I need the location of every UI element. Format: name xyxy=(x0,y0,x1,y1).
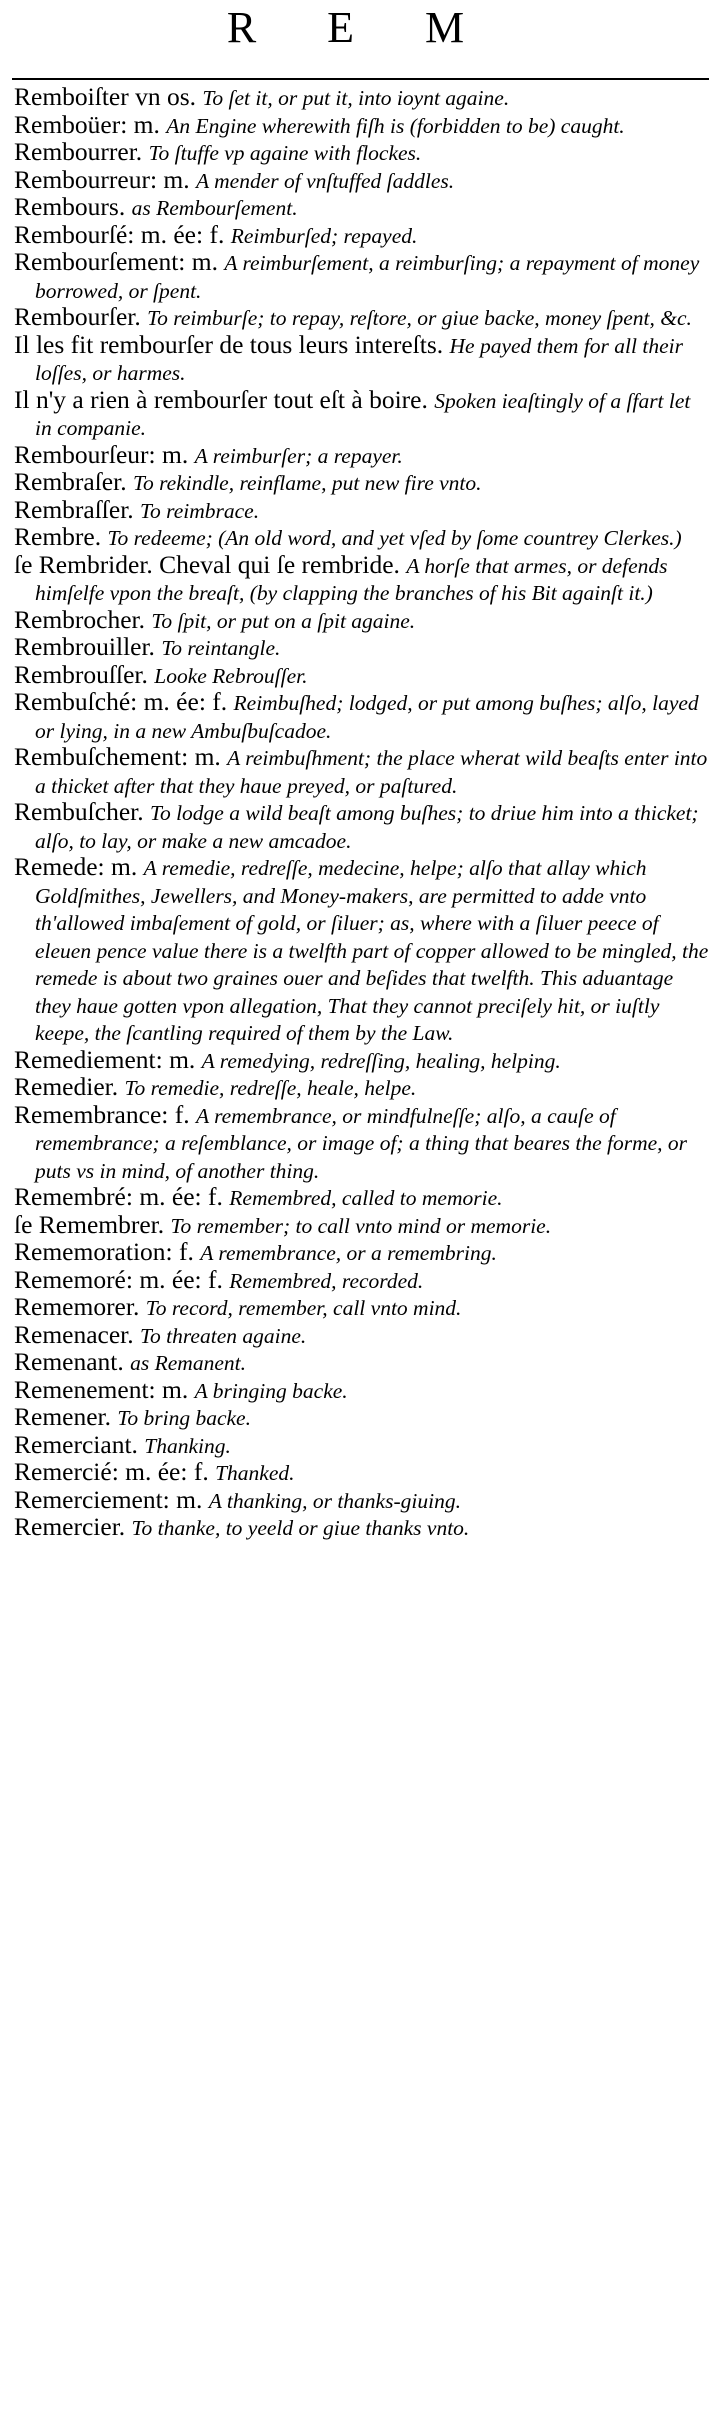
header-rule xyxy=(12,78,709,80)
dictionary-entry xyxy=(14,1429,710,1460)
entry-headword: Remembré: m. ée: f. xyxy=(14,1182,223,1211)
entry-definition: A horſe that armes, or defends himſelfe vpon the breaſt, (by clapping the branches of his Bit againſt it.) xyxy=(35,553,668,605)
dictionary-entry xyxy=(14,1239,710,1267)
entry-headword: Il les fit rembourſer de tous leurs intereſts. xyxy=(14,329,444,359)
dictionary-entry xyxy=(14,1099,710,1185)
dictionary-entry xyxy=(14,1074,710,1102)
entry-headword: Remede: m. xyxy=(14,852,138,881)
dictionary-entry xyxy=(14,634,710,662)
entry-definition: Spoken ieaſtingly of a ſfart let in companie. xyxy=(35,388,691,440)
entry-definition: To reintangle. xyxy=(161,636,281,660)
dictionary-entry xyxy=(14,854,710,1047)
entry-headword: Rembours. xyxy=(14,192,126,221)
entry-headword: Rembraſer. xyxy=(14,467,127,496)
dictionary-entry xyxy=(14,194,710,222)
entry-headword: Remenacer. xyxy=(14,1319,134,1349)
dictionary-entry xyxy=(14,1264,710,1295)
entry-headword: Rememoration: f. xyxy=(14,1237,194,1266)
entry-definition: Reimburſed; repayed. xyxy=(230,223,418,248)
entry-headword: ſe Rembrider. Cheval qui ſe rembride. xyxy=(14,549,400,579)
entry-definition: A mender of vnſtuffed ſaddles. xyxy=(196,168,455,193)
dictionary-entry xyxy=(14,84,710,112)
entry-headword: Remembrance: f. xyxy=(14,1099,190,1129)
entry-definition: Thanking. xyxy=(144,1433,231,1458)
entry-definition: A bringing backe. xyxy=(194,1378,348,1403)
entry-definition: To remember; to call vnto mind or memorie. xyxy=(170,1213,552,1238)
entry-headword: Remenement: m. xyxy=(14,1374,189,1404)
entry-headword: Rembrocher. xyxy=(14,604,145,634)
dictionary-entry xyxy=(14,1404,710,1432)
entry-headword: Rememoré: m. ée: f. xyxy=(14,1264,223,1294)
dictionary-entry xyxy=(14,689,710,744)
entry-definition: Looke Rebrouſſer. xyxy=(154,663,308,688)
entry-definition: as Rembourſement. xyxy=(131,196,298,220)
entry-definition: To redeeme; (An old word, and yet vſed by ſome countrey Clerkes.) xyxy=(107,526,682,550)
entry-definition: To bring backe. xyxy=(117,1406,251,1430)
entry-headword: Rembraſſer. xyxy=(14,494,134,524)
entry-definition: To rekindle, reinflame, put new fire vnto. xyxy=(132,471,482,495)
dictionary-entry xyxy=(14,1459,710,1487)
dictionary-entry xyxy=(14,249,710,304)
entry-definition: An Engine wherewith fiſh is (forbidden to be) caught. xyxy=(166,113,625,138)
dictionary-entry xyxy=(14,109,710,140)
dictionary-entry xyxy=(14,139,710,167)
dictionary-entry xyxy=(14,1514,710,1542)
entry-headword: Rembuſché: m. ée: f. xyxy=(14,687,228,716)
entry-headword: Remerciant. xyxy=(14,1429,138,1459)
entry-headword: Remboüer: m. xyxy=(14,109,160,139)
dictionary-entry xyxy=(14,1484,710,1515)
entry-headword: Rembourſer. xyxy=(14,302,141,331)
entry-headword: Remener. xyxy=(14,1402,112,1431)
entry-headword: Rembourreur: m. xyxy=(14,164,190,194)
entry-list xyxy=(14,84,710,1542)
entry-definition: Reimbuſhed; lodged, or put among buſhes; alſo, layed or lying, in a new Ambuſbuſcadoe. xyxy=(35,691,699,743)
dictionary-entry xyxy=(14,659,710,690)
entry-headword: Rembre. xyxy=(14,522,102,551)
entry-definition: A remedying, redreſſing, healing, helping. xyxy=(201,1048,561,1073)
entry-definition: To reimburſe; to repay, reſtore, or giue backe, money ſpent, &c. xyxy=(147,306,692,330)
dictionary-entry xyxy=(14,1319,710,1350)
entry-headword: Remenant. xyxy=(14,1347,124,1376)
entry-headword: Rembuſcher. xyxy=(14,797,144,826)
entry-headword: Rembrouſſer. xyxy=(14,659,148,689)
entry-headword: Remercier. xyxy=(14,1512,126,1541)
dictionary-entry xyxy=(14,164,710,195)
entry-headword: Remerciement: m. xyxy=(14,1484,203,1514)
dictionary-entry xyxy=(14,524,710,552)
entry-headword: Rememorer. xyxy=(14,1292,140,1321)
entry-definition: A reimbuſhment; the place wherat wild beaſts enter into a thicket after that they haue preyed, or paſtured. xyxy=(35,746,708,798)
entry-definition: To threaten againe. xyxy=(140,1323,307,1348)
dictionary-entry xyxy=(14,384,710,442)
entry-definition: Remembred, recorded. xyxy=(229,1268,424,1293)
dictionary-entry xyxy=(14,1044,710,1075)
entry-headword: Remedier. xyxy=(14,1072,119,1101)
entry-definition: To record, remember, call vnto mind. xyxy=(145,1296,462,1320)
entry-headword: Rembourſé: m. ée: f. xyxy=(14,219,225,249)
entry-definition: To ſtuffe vp againe with flockes. xyxy=(148,141,422,165)
entry-definition: A reimburſement, a reimburſing; a repayment of money borrowed, or ſpent. xyxy=(35,251,700,303)
entry-definition: A remembrance, or mindfulneſſe; alſo, a cauſe of remembrance; a reſemblance, or image of; a thing that beares the forme, or puts vs in mind, of another thing. xyxy=(35,1103,688,1183)
entry-headword: Il n'y a rien à rembourſer tout eſt à boire. xyxy=(14,384,428,414)
dictionary-entry xyxy=(14,1349,710,1377)
dictionary-entry xyxy=(14,219,710,250)
entry-definition: Thanked. xyxy=(215,1461,295,1485)
dictionary-entry xyxy=(14,1209,710,1240)
entry-headword: Rembourſement: m. xyxy=(14,247,218,276)
entry-definition: A reimburſer; a repayer. xyxy=(194,443,403,468)
entry-definition: To remedie, redreſſe, heale, helpe. xyxy=(124,1076,417,1100)
dictionary-entry xyxy=(14,604,710,635)
entry-definition: To ſet it, or put it, into ioynt againe. xyxy=(202,86,510,110)
entry-definition: A remembrance, or a remembring. xyxy=(200,1241,497,1265)
dictionary-entry xyxy=(14,549,710,607)
entry-definition: He payed them for all their loſſes, or harmes. xyxy=(35,333,683,385)
entry-definition: To reimbrace. xyxy=(140,498,260,523)
dictionary-entry xyxy=(14,329,710,387)
entry-definition: To ſpit, or put on a ſpit againe. xyxy=(151,608,416,633)
entry-headword: Remercié: m. ée: f. xyxy=(14,1457,209,1486)
entry-headword: Remboiſter vn os. xyxy=(14,82,197,111)
dictionary-entry xyxy=(14,304,710,332)
entry-headword: Rembuſchement: m. xyxy=(14,742,221,771)
entry-definition: To lodge a wild beaſt among buſhes; to driue him into a thicket; alſo, to lay, or make a new amcadoe. xyxy=(35,801,699,853)
page-header: R E M xyxy=(226,3,495,52)
dictionary-entry xyxy=(14,799,710,854)
entry-headword: Remediement: m. xyxy=(14,1044,196,1074)
dictionary-entry xyxy=(14,1294,710,1322)
entry-headword: Rembourſeur: m. xyxy=(14,439,189,469)
dictionary-entry xyxy=(14,469,710,497)
entry-headword: Rembourrer. xyxy=(14,137,143,166)
entry-definition: A remedie, redreſſe, medecine, helpe; alſo that allay which Goldſmithes, Jewellers, and Money-makers, are permitted to adde vnto th'allowed imbaſement of gold, or ſiluer; as, where with a ſiluer peece of eleuen pence value there is a twelfth part of copper allowed to be mingled, the remede is about two graines ouer and beſides that twelfth. This aduantage they haue gotten vpon allegation, That they cannot preciſely hit, or iuſtly keepe, the ſcantling required of them by the Law. xyxy=(35,856,709,1045)
dictionary-entry xyxy=(14,1184,710,1212)
dictionary-entry xyxy=(14,439,710,470)
entry-headword: ſe Remembrer. xyxy=(14,1209,165,1239)
entry-definition: To thanke, to yeeld or giue thanks vnto. xyxy=(131,1516,470,1540)
entry-definition: Remembred, called to memorie. xyxy=(229,1186,503,1210)
dictionary-entry xyxy=(14,494,710,525)
entry-headword: Rembrouiller. xyxy=(14,632,155,661)
dictionary-entry xyxy=(14,1374,710,1405)
entry-definition: as Remanent. xyxy=(130,1351,246,1375)
dictionary-entry xyxy=(14,744,710,799)
entry-definition: A thanking, or thanks-giuing. xyxy=(208,1488,461,1513)
